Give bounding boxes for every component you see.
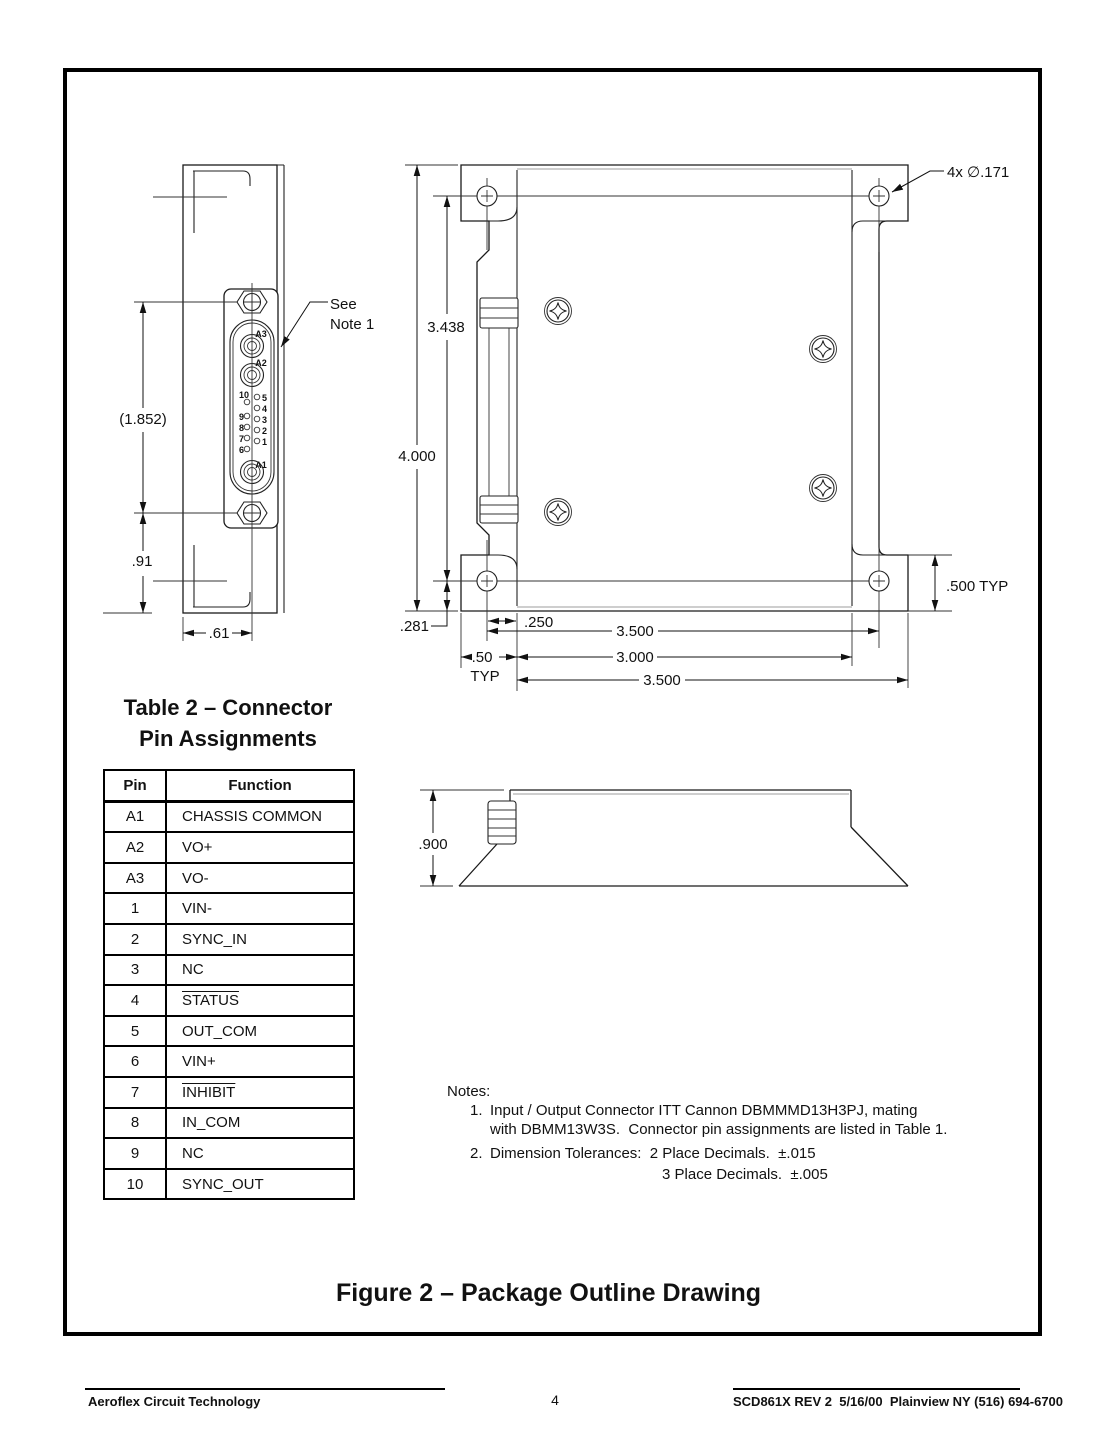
function-cell: STATUS [166,985,354,1016]
dim-3500-hole-label: 3.500 [616,623,654,640]
function-cell: NC [166,1138,354,1169]
screw-4-icon [545,499,572,526]
pin-label-9: 9 [238,412,244,422]
dim-1852-label: (1.852) [119,411,167,428]
figure-caption: Figure 2 – Package Outline Drawing [335,1279,762,1307]
pin-label-8: 8 [238,423,244,433]
pin-label-a3: A3 [255,329,267,339]
footer-rule-right [733,1388,1020,1390]
col-header-function: Function [166,770,354,801]
table-row [104,1138,354,1169]
see-note-label-1: See [330,296,357,313]
hole-callout-label: 4x ∅.171 [947,164,1010,181]
pin-label-1: 1 [262,437,268,447]
footer-page-number: 4 [551,1392,559,1408]
footer-rule-left [85,1388,445,1390]
dim-3500-overall-label: 3.500 [643,672,681,689]
front-view-bottom-dims [461,613,908,691]
screw-3-icon [810,475,837,502]
pin-cell: 5 [104,1016,166,1047]
screw-2-icon [810,336,837,363]
function-cell: VIN+ [166,1046,354,1077]
table-title [96,692,360,754]
table-row [104,893,354,924]
note2-number: 2. [470,1145,483,1162]
dim-50-label: .50 [471,649,493,666]
function-cell: INHIBIT [166,1077,354,1108]
pin-label-7: 7 [238,434,244,444]
pin-cell: 10 [104,1169,166,1200]
table-row [104,985,354,1016]
notes-heading: Notes: [447,1083,491,1100]
dim-281-label: .281 [399,618,429,635]
dim-4000-label: 4.000 [398,448,436,465]
dim-50-typ-label: TYP [470,668,500,685]
pin-cell: 2 [104,924,166,955]
pin-label-a1: A1 [255,460,267,470]
dim-900-label: .900 [418,836,448,853]
table-row [104,863,354,894]
function-cell: IN_COM [166,1108,354,1139]
pin-cell: A2 [104,832,166,863]
pin-label-10: 10 [238,390,249,400]
table-row [104,1108,354,1139]
front-view [398,164,1009,691]
screw-1-icon [545,298,572,325]
side-view [103,165,374,642]
pin-cell: 7 [104,1077,166,1108]
profile-connector-boss [488,801,516,844]
see-note-label-2: Note 1 [330,316,375,333]
profile-outline [459,790,908,886]
pin-label-2: 2 [262,426,268,436]
function-cell: VO+ [166,832,354,863]
pin-cell: A3 [104,863,166,894]
pin-cell: A1 [104,801,166,832]
table-row [104,1046,354,1077]
front-view-outline [461,165,908,611]
dim-91-label: .91 [131,553,153,570]
note1-line2: with DBMM13W3S. Connector pin assignments are listed in Table 1. [490,1121,948,1138]
pin-cell: 6 [104,1046,166,1077]
dim-3000-label: 3.000 [616,649,654,666]
function-cell: CHASSIS COMMON [166,801,354,832]
table-row [104,1077,354,1108]
profile-view [418,790,908,886]
function-cell: NC [166,955,354,986]
pin-cell: 9 [104,1138,166,1169]
tab-height-dim [908,555,1008,611]
pin-assignment-table [103,769,355,1200]
note2-line1: Dimension Tolerances: 2 Place Decimals. ±.015 [490,1145,816,1162]
function-cell: VIN- [166,893,354,924]
table-row [104,955,354,986]
footer-docref: SCD861X REV 2 5/16/00 Plainview NY (516) 694-6700 [733,1394,1064,1409]
function-cell: SYNC_OUT [166,1169,354,1200]
pin-label-3: 3 [262,415,268,425]
pin-label-5: 5 [262,393,268,403]
table-title-line1: Table 2 – Connector [123,695,333,720]
note2-line2: 3 Place Decimals. ±.005 [662,1166,828,1183]
dim-500typ-label: .500 TYP [946,578,1009,595]
table-title-line2: Pin Assignments [139,726,317,751]
table-header-row [104,770,354,801]
pin-label-4: 4 [262,404,268,414]
pin-cell: 4 [104,985,166,1016]
pin-label-a2: A2 [255,358,267,368]
pin-cell: 1 [104,893,166,924]
front-view-vertical-dims [398,165,465,635]
table-row [104,832,354,863]
pin-cell: 3 [104,955,166,986]
note1-number: 1. [470,1102,483,1119]
dim-250-label: .250 [524,614,554,631]
function-cell: OUT_COM [166,1016,354,1047]
see-note-leader [281,302,328,347]
function-cell: VO- [166,863,354,894]
pin-cell: 8 [104,1108,166,1139]
table-row [104,924,354,955]
function-cell: SYNC_IN [166,924,354,955]
note1-line1: Input / Output Connector ITT Cannon DBMMMD13H3PJ, mating [490,1102,918,1119]
dim-61-label: .61 [208,625,230,642]
pin-label-6: 6 [238,445,244,455]
table-row [104,1169,354,1200]
footer-company: Aeroflex Circuit Technology [88,1394,261,1409]
table-row [104,1016,354,1047]
col-header-pin: Pin [104,770,166,801]
dim-3438-label: 3.438 [427,319,465,336]
table-row [104,801,354,832]
